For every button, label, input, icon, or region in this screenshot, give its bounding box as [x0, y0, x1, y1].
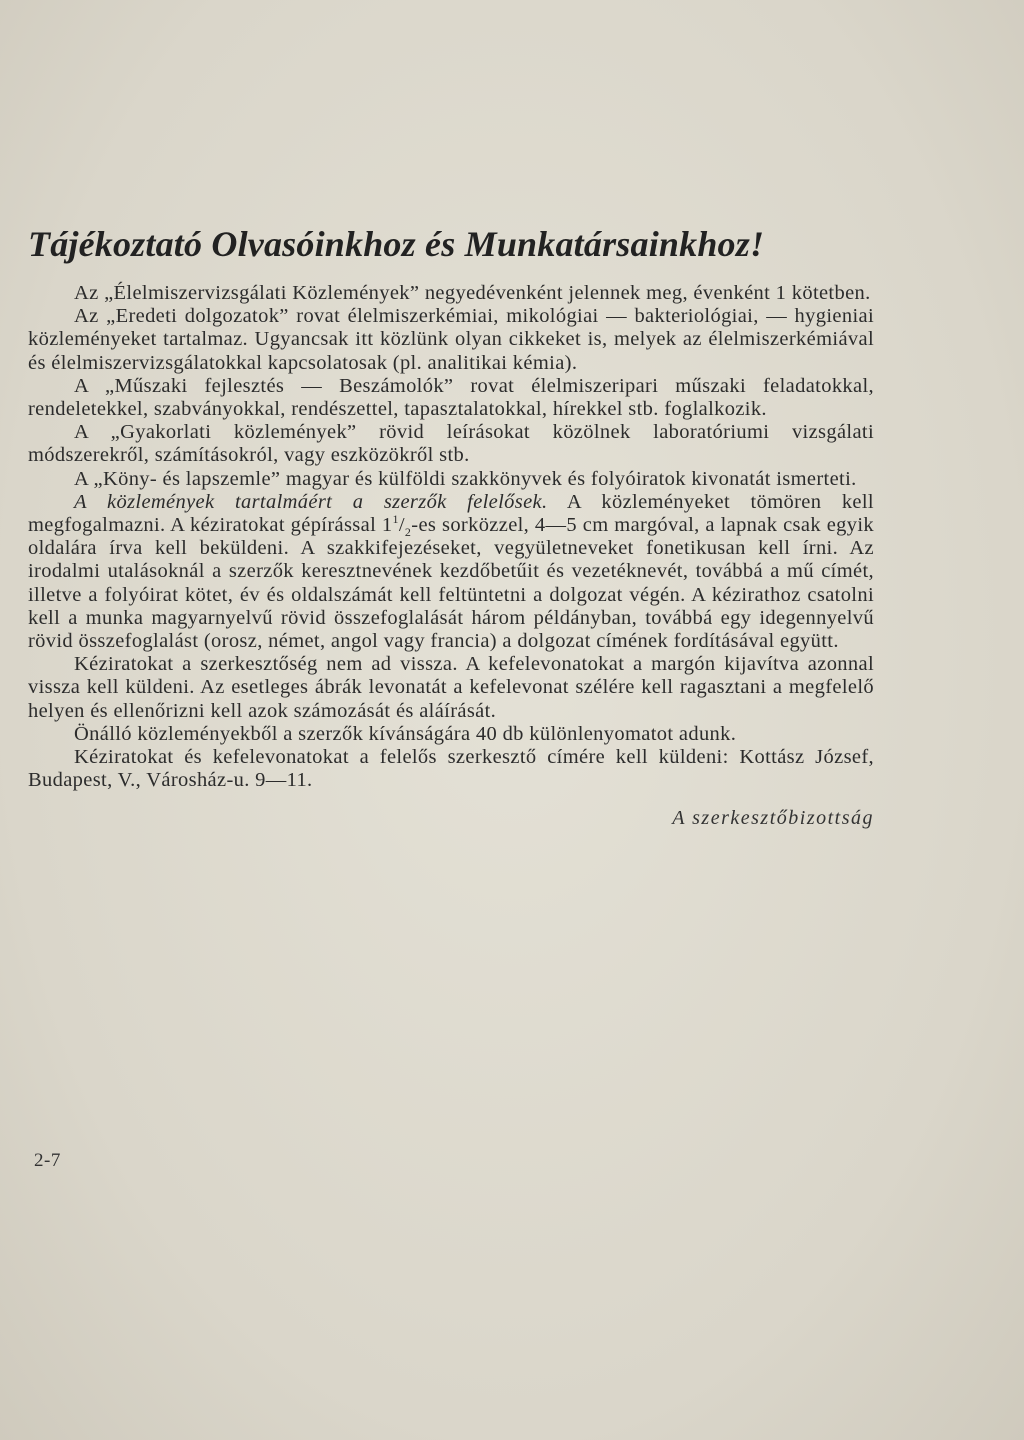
- paragraph-publication-schedule: Az „Élelmiszervizsgálati Közlemények” negyedévenként jelennek meg, évenként 1 kötetben.: [74, 282, 871, 304]
- manuscript-text-a: A közleményeket tömören kell megfogalmazni. A kéziratokat gépírással 1: [28, 490, 874, 537]
- paragraph-practical-notes: A „Gyakorlati közlemények” rövid leírásokat közölnek laboratóriumi vizsgálati módszerekről, számításokról, vagy eszközökről stb.: [28, 421, 874, 467]
- responsibility-note: A közlemények tartalmáért a szerzők felelősek.: [74, 490, 548, 513]
- paragraph-technical-development: A „Műszaki fejlesztés — Beszámolók” rovat élelmiszeripari műszaki feladatokkal, rendeletekkel, szabványokkal, rendészettel, tapasztalatokkal, hírekkel stb. foglalkozik.: [28, 374, 874, 421]
- paragraph-book-review: A „Köny- és lapszemle” magyar és külföldi szakkönyvek és folyóiratok kivonatát ismerteti.: [74, 467, 857, 490]
- paragraph-proofs: Kéziratokat a szerkesztőség nem ad vissza. A kefelevonatokat a margón kijavítva azonnal vissza kell küldeni. Az esetleges ábrák levonatát a kefelevonat szélére kell ragasztani a megfelelő helyen és ellenőrizni kell azok számozását és aláírását.: [28, 653, 874, 722]
- fraction-numerator: 1: [392, 512, 399, 527]
- paragraph-offprints: Önálló közleményekből a szerzők kívánságára 40 db különlenyomatot adunk.: [74, 722, 737, 745]
- paragraph-original-papers: Az „Eredeti dolgozatok” rovat élelmiszerkémiai, mikológiai — bakteriológiai, — hygieniai közleményeket tartalmaz. Ugyancsak itt közlünk olyan cikkeket is, melyek az élelmiszerkémiával és élelmiszervizsgálatokkal kapcsolatosak (pl. analitikai kémia).: [28, 305, 874, 374]
- page-number: 2-7: [34, 1150, 61, 1171]
- editorial-board-signature: A szerkesztőbizottság: [672, 807, 874, 830]
- page-content: [28, 222, 874, 830]
- paragraph-manuscript-rules: A közlemények tartalmáért a szerzők felelősek. A közleményeket tömören kell megfogalmazni. A kéziratokat gépírással $1^1/_2-es$ sorközzel, 4—5 cm margóval, a lapnak csak egyik oldalára írva kell beküldeni. A szakkifejezéseket, vegyületneveket fonetikusan kell írni. Az irodalmi utalásoknál a szerzők keresztnevének kezdőbetűit és vezetéknevét, továbbá a mű címét, illetve a folyóirat kötet, év és oldalszámát kell feltüntetni a dolgozat végén. A kézirathoz csatolni kell a munka magyarnyelvű rövid összefoglalását három példányban, továbbá egy idegennyelvű rövid összefoglalást (orosz, német, angol vagy francia) a dolgozat címének fordításával együtt.: [28, 490, 874, 653]
- page-title: Tájékoztató Olvasóinkhoz és Munkatársainkhoz!: [28, 224, 765, 264]
- paragraph-address: Kéziratokat és kefelevonatokat a felelős szerkesztő címére kell küldeni: Kottász József, Budapest, V., Városház-u. 9—11.: [28, 746, 874, 792]
- manuscript-text-b: -es sorközzel, 4—5 cm margóval, a lapnak csak egyik oldalára írva kell beküldeni. A szakkifejezéseket, vegyületneveket fonetikusan kell írni. Az irodalmi utalásoknál a szerzők keresztnevének kezdőbetűit és vezetéknevét, továbbá a mű címét, illetve a folyóirat kötet, év és oldalszámát kell feltüntetni a dolgozat végén. A kézirathoz csatolni kell a munka magyarnyelvű rövid összefoglalását három példányban, továbbá egy idegennyelvű rövid összefoglalást (orosz, német, angol vagy francia) a dolgozat címének fordításával együtt.: [28, 514, 874, 653]
- fraction-denominator: 2: [404, 525, 412, 540]
